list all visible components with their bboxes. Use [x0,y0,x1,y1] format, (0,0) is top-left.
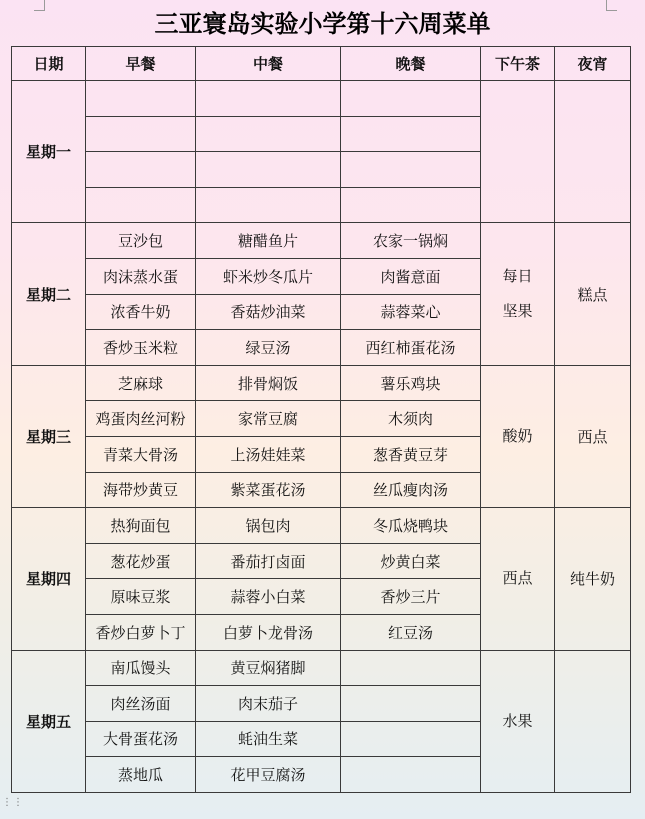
page-title: 三亚寰岛实验小学第十六周菜单 [154,10,491,38]
breakfast-item [86,152,196,188]
breakfast-item: 青菜大骨汤 [86,436,196,472]
menu-body [12,81,631,793]
breakfast-item: 海带炒黄豆 [86,472,196,508]
lunch-item [196,81,341,117]
dinner-item [341,757,481,793]
dinner-item: 薯乐鸡块 [341,365,481,401]
table-row [12,650,631,686]
dinner-item [341,650,481,686]
lunch-item: 香菇炒油菜 [196,294,341,330]
breakfast-item: 葱花炒蛋 [86,543,196,579]
lunch-item: 绿豆汤 [196,330,341,366]
night-snack-cell [555,81,631,223]
lunch-item: 虾米炒冬瓜片 [196,258,341,294]
header-afternoon-tea: 下午茶 [481,47,555,81]
breakfast-item: 香炒白萝卜丁 [86,614,196,650]
dinner-item: 肉酱意面 [341,258,481,294]
lunch-item: 花甲豆腐汤 [196,757,341,793]
breakfast-item: 芝麻球 [86,365,196,401]
night-snack-cell [555,650,631,792]
breakfast-item: 浓香牛奶 [86,294,196,330]
breakfast-item: 豆沙包 [86,223,196,259]
breakfast-item: 南瓜馒头 [86,650,196,686]
breakfast-item: 原味豆浆 [86,579,196,615]
night-snack-cell: 纯牛奶 [555,508,631,650]
afternoon-tea-item: 西点 [502,569,533,588]
dinner-item [341,721,481,757]
lunch-item: 番茄打卤面 [196,543,341,579]
lunch-item: 黄豆焖猪脚 [196,650,341,686]
header-date: 日期 [12,47,86,81]
night-snack-cell: 糕点 [555,223,631,365]
afternoon-tea-item: 坚果 [502,302,533,321]
dinner-item: 红豆汤 [341,614,481,650]
day-label: 星期一 [12,81,86,223]
header-lunch: 中餐 [196,47,341,81]
dinner-item: 木须肉 [341,401,481,437]
dinner-item [341,187,481,223]
dinner-item [341,152,481,188]
afternoon-tea-cell [481,650,555,792]
dinner-item: 葱香黄豆芽 [341,436,481,472]
breakfast-item [86,81,196,117]
table-row [12,508,631,544]
breakfast-item: 肉沫蒸水蛋 [86,258,196,294]
lunch-item: 紫菜蛋花汤 [196,472,341,508]
lunch-item [196,187,341,223]
lunch-item: 蒜蓉小白菜 [196,579,341,615]
day-label: 星期三 [12,365,86,507]
lunch-item: 锅包肉 [196,508,341,544]
lunch-item: 肉末茄子 [196,686,341,722]
breakfast-item [86,116,196,152]
lunch-item [196,116,341,152]
breakfast-item: 肉丝汤面 [86,686,196,722]
header-row [12,47,631,81]
night-snack-cell: 西点 [555,365,631,507]
afternoon-tea-cell [481,81,555,223]
afternoon-tea-item: 每日 [502,267,533,286]
dinner-item [341,116,481,152]
lunch-item [196,152,341,188]
dinner-item: 蒜蓉菜心 [341,294,481,330]
dinner-item [341,81,481,117]
dinner-item: 丝瓜瘦肉汤 [341,472,481,508]
dinner-item [341,686,481,722]
breakfast-item: 热狗面包 [86,508,196,544]
lunch-item: 糖醋鱼片 [196,223,341,259]
table-row [12,81,631,117]
breakfast-item [86,187,196,223]
dinner-item: 农家一锅焖 [341,223,481,259]
resize-grip-icon[interactable]: ⋮⋮ [2,797,24,808]
lunch-item: 白萝卜龙骨汤 [196,614,341,650]
lunch-item: 上汤娃娃菜 [196,436,341,472]
day-label: 星期四 [12,508,86,650]
breakfast-item: 蒸地瓜 [86,757,196,793]
afternoon-tea-item: 酸奶 [502,426,533,445]
lunch-item: 蚝油生菜 [196,721,341,757]
lunch-item: 家常豆腐 [196,401,341,437]
breakfast-item: 大骨蛋花汤 [86,721,196,757]
afternoon-tea-cell [481,223,555,365]
header-dinner: 晚餐 [341,47,481,81]
lunch-item: 排骨焖饭 [196,365,341,401]
day-label: 星期二 [12,223,86,365]
day-label: 星期五 [12,650,86,792]
breakfast-item: 鸡蛋肉丝河粉 [86,401,196,437]
afternoon-tea-cell [481,508,555,650]
afternoon-tea-cell [481,365,555,507]
dinner-item: 炒黄白菜 [341,543,481,579]
dinner-item: 冬瓜烧鸭块 [341,508,481,544]
header-night-snack: 夜宵 [555,47,631,81]
dinner-item: 香炒三片 [341,579,481,615]
breakfast-item: 香炒玉米粒 [86,330,196,366]
menu-table [11,46,631,793]
table-row [12,223,631,259]
table-row [12,365,631,401]
dinner-item: 西红柿蛋花汤 [341,330,481,366]
header-breakfast: 早餐 [86,47,196,81]
afternoon-tea-item: 水果 [502,711,533,730]
